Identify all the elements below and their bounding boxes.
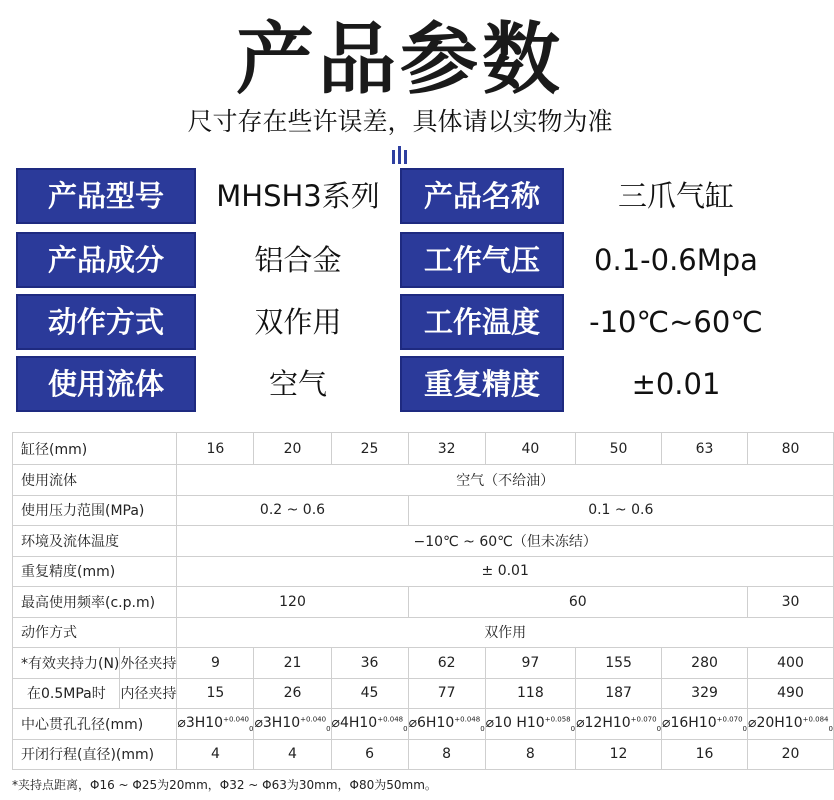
table-cell: 4	[177, 739, 254, 770]
table-row	[13, 526, 834, 557]
row-sublabel: 内径夹持	[120, 678, 177, 709]
hole-cell: $⌀3H10^{+0.040}_0$	[177, 709, 254, 740]
spec-label: 产品名称	[400, 168, 564, 224]
table-cell: −10℃ ~ 60℃（但未冻结）	[177, 526, 834, 557]
table-cell: 97	[485, 648, 575, 679]
page-subtitle: 尺寸存在些许误差，具体请以实物为准	[187, 107, 613, 136]
spec-value: ±0.01	[568, 356, 784, 412]
spec-label: 动作方式	[16, 294, 196, 350]
table-row	[13, 433, 834, 465]
table-cell: 0.2 ~ 0.6	[177, 495, 408, 526]
spec-label: 产品成分	[16, 232, 196, 288]
table-cell: 8	[408, 739, 485, 770]
table-cell: 490	[748, 678, 834, 709]
table-row	[13, 709, 834, 740]
spec-value: MHSH3系列	[200, 168, 396, 224]
table-cell: 8	[485, 739, 575, 770]
table-cell: 20	[748, 739, 834, 770]
spec-value: 双作用	[200, 294, 396, 350]
table-cell: 187	[576, 678, 662, 709]
table-row	[13, 648, 834, 679]
row-label: 缸径(mm)	[13, 433, 177, 465]
table-row	[13, 617, 834, 648]
table-cell: 280	[662, 648, 748, 679]
table-cell: 26	[254, 678, 331, 709]
table-cell: 400	[748, 648, 834, 679]
table-cell: 36	[331, 648, 408, 679]
spec-row	[16, 294, 784, 350]
table-cell: 21	[254, 648, 331, 679]
table-cell: 双作用	[177, 617, 834, 648]
divider-mark	[390, 146, 410, 164]
spec-label: 工作温度	[400, 294, 564, 350]
row-label: *有效夹持力(N)	[13, 648, 120, 679]
row-label: 使用压力范围(MPa)	[13, 495, 177, 526]
table-row	[13, 495, 834, 526]
table-row	[13, 739, 834, 770]
bore-cell: 50	[576, 433, 662, 465]
table-cell: 77	[408, 678, 485, 709]
bore-cell: 80	[748, 433, 834, 465]
row-sublabel: 外径夹持	[120, 648, 177, 679]
spec-label: 产品型号	[16, 168, 196, 224]
spec-row	[16, 168, 784, 224]
table-cell: 12	[576, 739, 662, 770]
hole-cell: $⌀4H10^{+0.048}_0$	[331, 709, 408, 740]
spec-label: 重复精度	[400, 356, 564, 412]
row-label: 动作方式	[13, 617, 177, 648]
row-label: 重复精度(mm)	[13, 556, 177, 587]
table-cell: ± 0.01	[177, 556, 834, 587]
spec-row	[16, 356, 784, 412]
table-cell: 45	[331, 678, 408, 709]
table-cell: 62	[408, 648, 485, 679]
bore-cell: 16	[177, 433, 254, 465]
table-cell: 4	[254, 739, 331, 770]
row-label: 最高使用频率(c.p.m)	[13, 587, 177, 618]
footnote: *夹持点距离，Φ16 ~ Φ25为20mm，Φ32 ~ Φ63为30mm，Φ80为50mm。	[12, 778, 437, 792]
row-label: 中心贯孔孔径(mm)	[13, 709, 177, 740]
bore-cell: 20	[254, 433, 331, 465]
hole-cell: ⌀10 $H10^{+0.058}_0$	[485, 709, 575, 740]
row-label: 环境及流体温度	[13, 526, 177, 557]
spec-value: -10℃~60℃	[568, 294, 784, 350]
spec-row	[16, 232, 784, 288]
hole-cell: $⌀6H10^{+0.048}_0$	[408, 709, 485, 740]
table-row	[13, 465, 834, 496]
table-cell: 0.1 ~ 0.6	[408, 495, 833, 526]
table-row	[13, 556, 834, 587]
hole-cell: $⌀20H10^{+0.084}_0$	[748, 709, 834, 740]
spec-label: 使用流体	[16, 356, 196, 412]
table-cell: 6	[331, 739, 408, 770]
row-label: 使用流体	[13, 465, 177, 496]
table-row	[13, 678, 834, 709]
spec-label: 工作气压	[400, 232, 564, 288]
bore-cell: 25	[331, 433, 408, 465]
table-cell: 118	[485, 678, 575, 709]
table-cell: 30	[748, 587, 834, 618]
table-cell: 9	[177, 648, 254, 679]
table-cell: 16	[662, 739, 748, 770]
spec-value: 铝合金	[200, 232, 396, 288]
row-label: 开闭行程(直径)(mm)	[13, 739, 177, 770]
spec-value: 三爪气缸	[568, 168, 784, 224]
spec-value: 空气	[200, 356, 396, 412]
bore-cell: 40	[485, 433, 575, 465]
row-label: 在0.5MPa时	[13, 678, 120, 709]
hole-cell: $⌀12H10^{+0.070}_0$	[576, 709, 662, 740]
page-title: 产品参数	[235, 15, 564, 105]
bore-cell: 32	[408, 433, 485, 465]
table-cell: 15	[177, 678, 254, 709]
table-cell: 120	[177, 587, 408, 618]
parameter-table	[12, 432, 834, 770]
bore-cell: 63	[662, 433, 748, 465]
hole-cell: $⌀3H10^{+0.040}_0$	[254, 709, 331, 740]
spec-value: 0.1-0.6Mpa	[568, 232, 784, 288]
table-cell: 155	[576, 648, 662, 679]
table-cell: 329	[662, 678, 748, 709]
table-row	[13, 587, 834, 618]
table-cell: 60	[408, 587, 747, 618]
table-cell: 空气（不给油）	[177, 465, 834, 496]
hole-cell: $⌀16H10^{+0.070}_0$	[662, 709, 748, 740]
